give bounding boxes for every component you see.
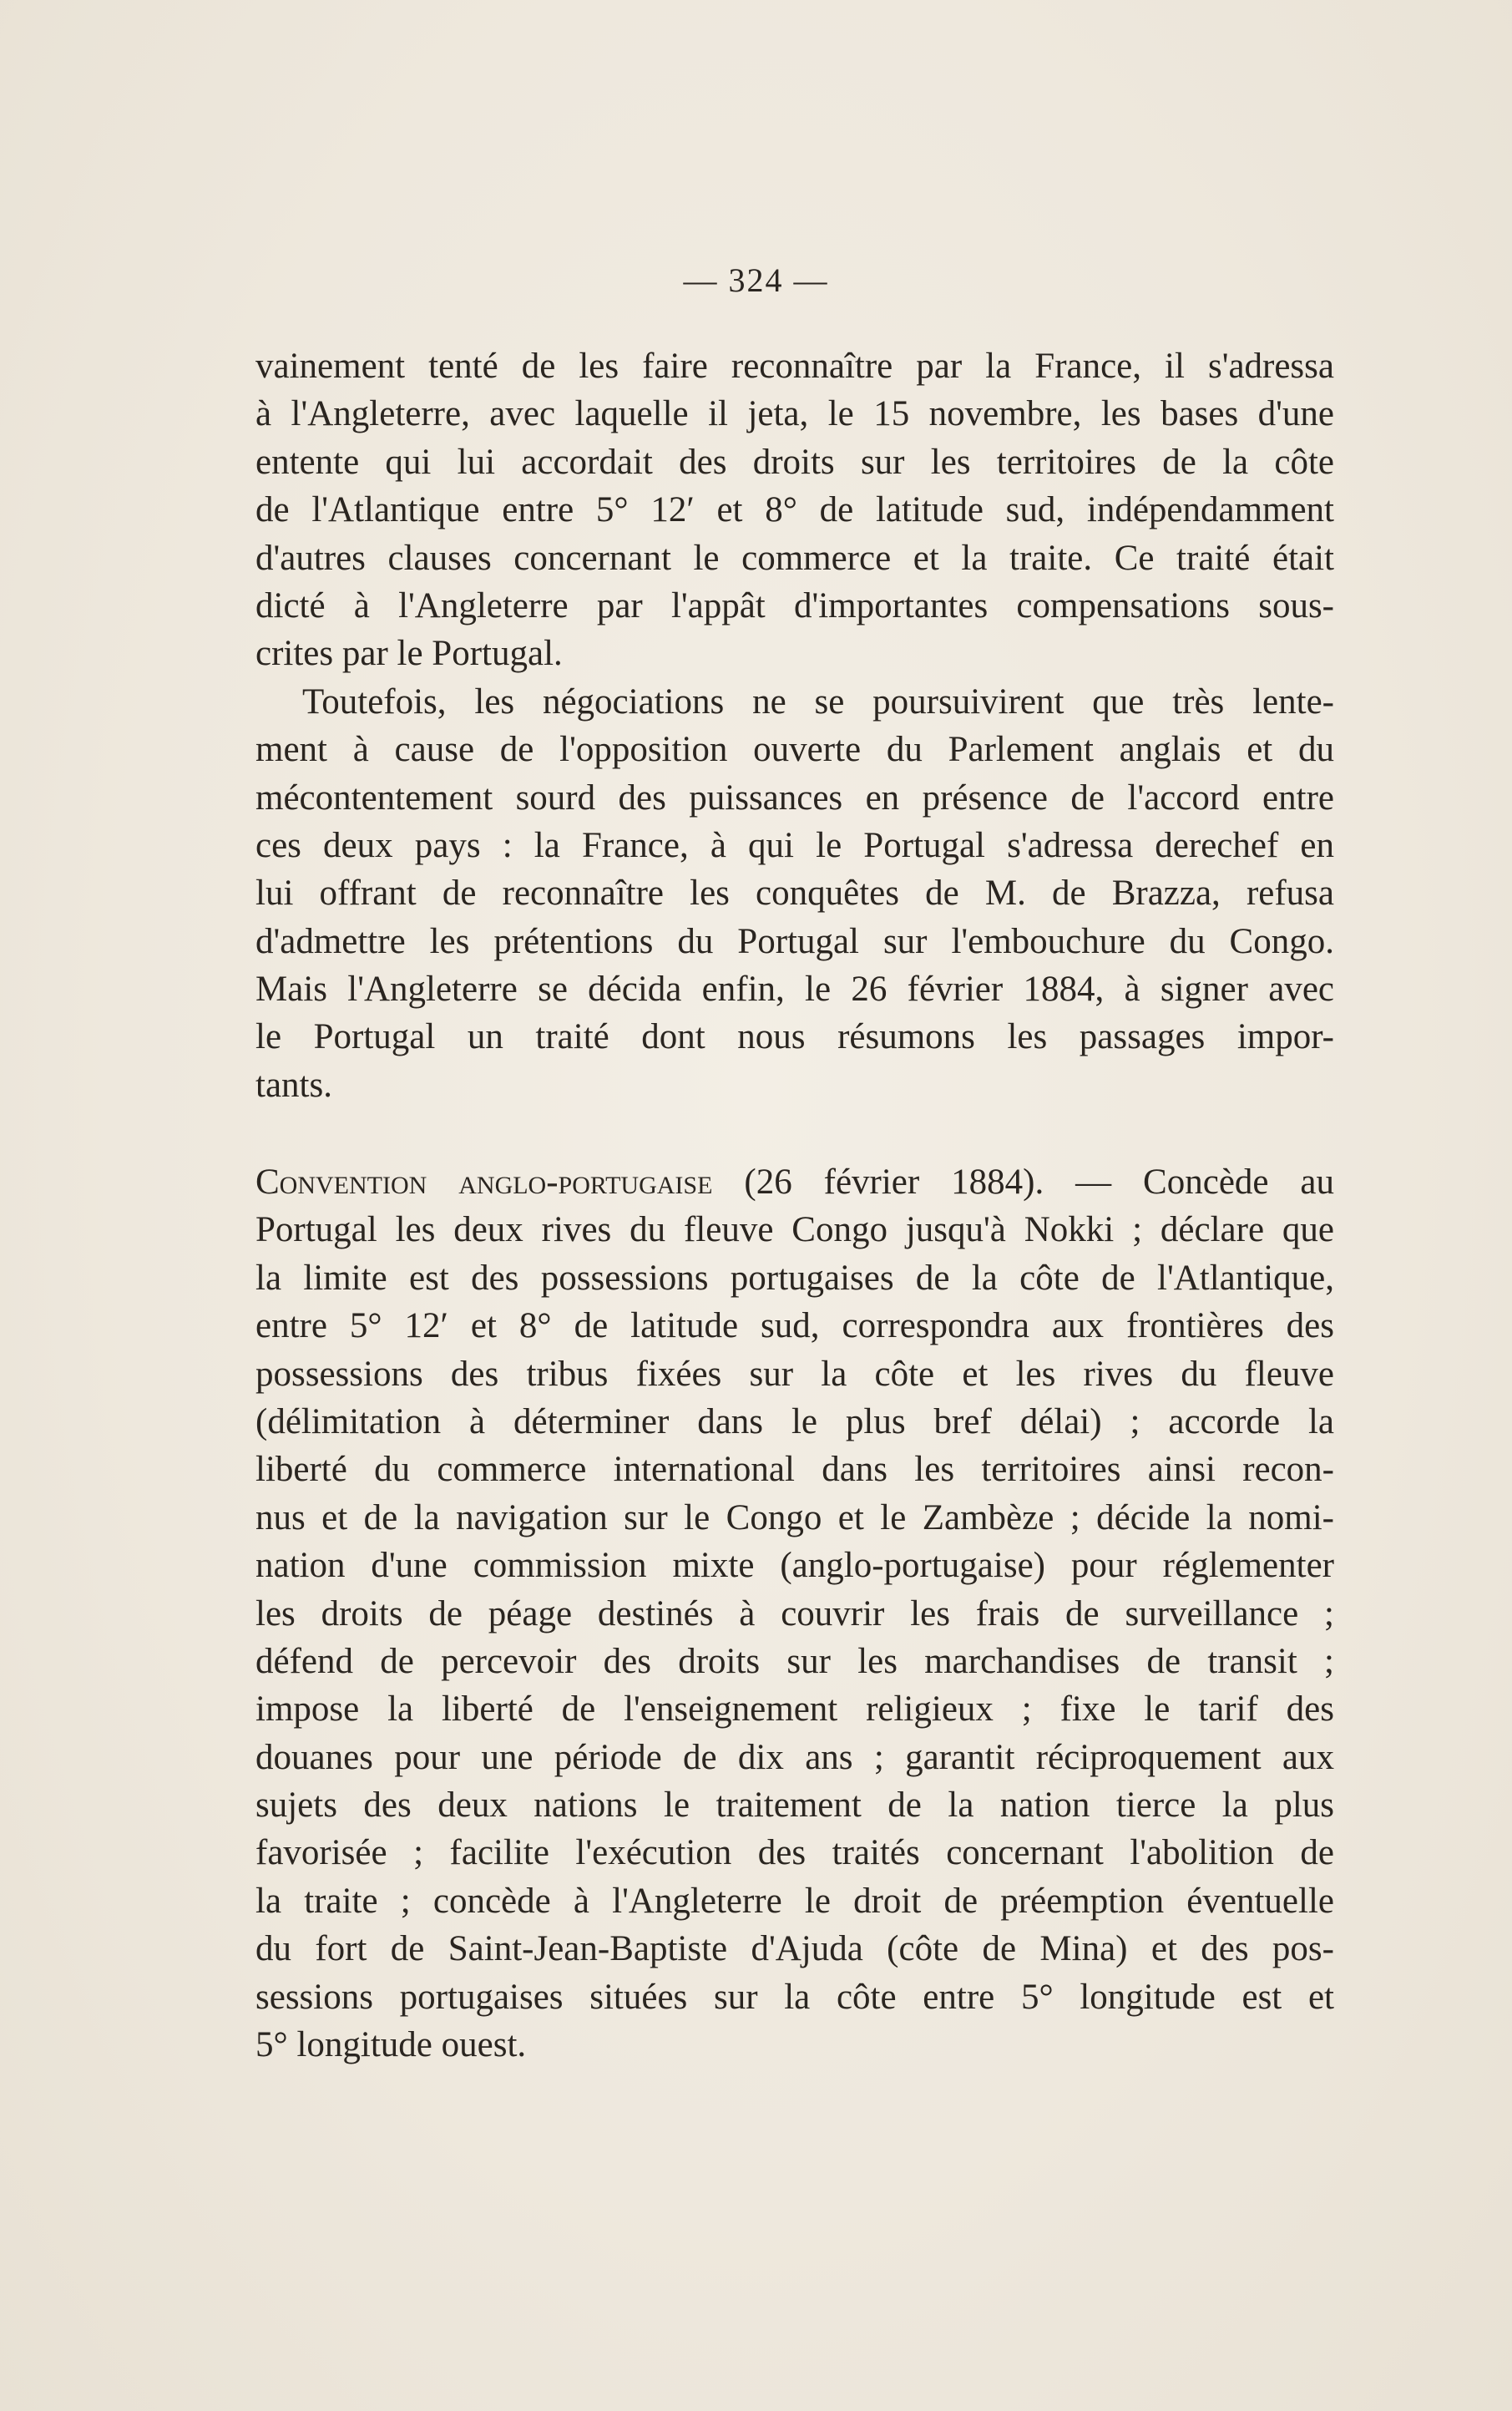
text-line: d'admettre les prétentions du Portugal sur l'embouchure du Congo. xyxy=(255,921,1334,961)
text-line: ces deux pays : la France, à qui le Portugal s'adressa derechef en xyxy=(255,825,1334,865)
text-line: (délimitation à déterminer dans le plus bref délai) ; accorde la xyxy=(255,1401,1334,1441)
text-line: d'autres clauses concernant le commerce et la traite. Ce traité était xyxy=(255,538,1334,578)
text-line: Mais l'Angleterre se décida enfin, le 26 février 1884, à signer avec xyxy=(255,970,1334,1010)
text-line: la limite est des possessions portugaises de la côte de l'Atlantique, xyxy=(255,1258,1334,1298)
convention-heading: Convention anglo-portugaise xyxy=(255,1162,713,1202)
text-line: nation d'une commission mixte (anglo-portugaise) pour réglementer xyxy=(255,1546,1334,1586)
convention-first-line xyxy=(255,1158,1334,1206)
text-line: ment à cause de l'opposition ouverte du Parlement anglais et du xyxy=(255,730,1334,770)
text-line: liberté du commerce international dans les territoires ainsi recon- xyxy=(255,1450,1334,1490)
text-line: à l'Angleterre, avec laquelle il jeta, le 15 novembre, les bases d'une xyxy=(255,394,1334,434)
text-block-1 xyxy=(255,342,1334,1109)
text-line: Portugal les deux rives du fleuve Congo jusqu'à Nokki ; déclare que xyxy=(255,1210,1334,1250)
text-line: mécontentement sourd des puissances en présence de l'accord entre xyxy=(255,777,1334,818)
text-line: Toutefois, les négociations ne se poursuivirent que très lente- xyxy=(302,681,1334,722)
text-line: sessions portugaises situées sur la côte entre 5° longitude est et xyxy=(255,1977,1334,2017)
text-line: lui offrant de reconnaître les conquêtes de M. de Brazza, refusa xyxy=(255,874,1334,914)
text-line: possessions des tribus fixées sur la côte et les rives du fleuve xyxy=(255,1354,1334,1394)
text-line: nus et de la navigation sur le Congo et le Zambèze ; décide la nomi- xyxy=(255,1497,1334,1537)
text-line: 5° longitude ouest. xyxy=(255,2025,527,2065)
text-line: vainement tenté de les faire reconnaître par la France, il s'adressa xyxy=(255,347,1334,386)
paragraph-1 xyxy=(255,342,1334,678)
text-line: impose la liberté de l'enseignement religieux ; fixe le tarif des xyxy=(255,1689,1334,1730)
convention-section xyxy=(255,1158,1334,2069)
page-number: — 324 — xyxy=(683,261,829,299)
text-line: les droits de péage destinés à couvrir les frais de surveillance ; xyxy=(255,1593,1334,1634)
text-line: entente qui lui accordait des droits sur les territoires de la côte xyxy=(255,442,1334,482)
text-line: dicté à l'Angleterre par l'appât d'importantes compensations sous- xyxy=(255,585,1334,626)
text-line: sujets des deux nations le traitement de la nation tierce la plus xyxy=(255,1785,1334,1826)
convention-date-text: (26 février 1884). — Concède au xyxy=(744,1162,1334,1202)
paragraph-2 xyxy=(255,678,1334,1110)
text-line: crites par le Portugal. xyxy=(255,634,563,674)
text-line: favorisée ; facilite l'exécution des traités concernant l'abolition de xyxy=(255,1833,1334,1873)
text-line: tants. xyxy=(255,1065,332,1105)
text-line: douanes pour une période de dix ans ; garantit réciproquement aux xyxy=(255,1737,1334,1777)
text-line: le Portugal un traité dont nous résumons les passages impor- xyxy=(255,1017,1334,1057)
text-line: la traite ; concède à l'Angleterre le droit de préemption éventuelle xyxy=(255,1881,1334,1921)
text-line: de l'Atlantique entre 5° 12′ et 8° de latitude sud, indépendamment xyxy=(255,490,1334,530)
text-line: du fort de Saint-Jean-Baptiste d'Ajuda (côte de Mina) et des pos- xyxy=(255,1929,1334,1969)
text-line: défend de percevoir des droits sur les marchandises de transit ; xyxy=(255,1641,1334,1681)
text-line: entre 5° 12′ et 8° de latitude sud, correspondra aux frontières des xyxy=(255,1306,1334,1346)
